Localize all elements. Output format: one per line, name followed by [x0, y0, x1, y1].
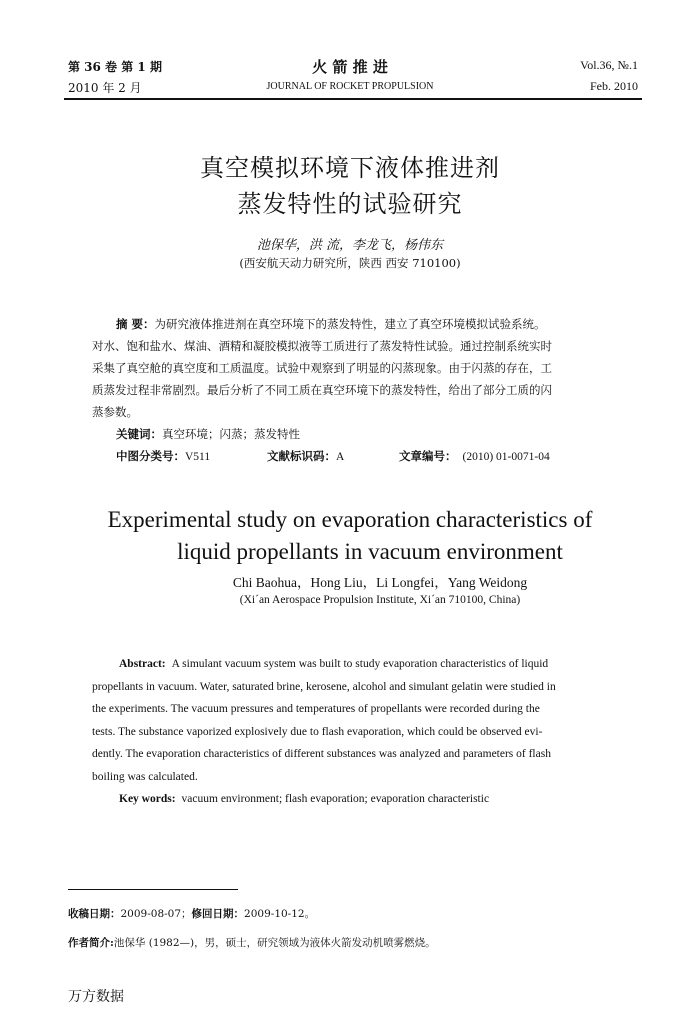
- footnote-author-bio: 作者简介:池保华 (1982—)，男，硕士，研究领域为液体火箭发动机喷雾燃烧。: [68, 937, 436, 949]
- en-title-line-1: Experimental study on evaporation characteristics of: [107, 507, 593, 532]
- cn-classification-row: [92, 445, 652, 467]
- cn-abstract-line: 对水、饱和盐水、煤油、酒精和凝胶模拟液等工质进行了蒸发特性试验。通过控制系统实时: [92, 339, 552, 353]
- en-abstract-line: boiling was calculated.: [92, 770, 198, 783]
- en-affiliation: (Xi´an Aerospace Propulsion Institute, Xi´an 710100, China): [239, 594, 521, 606]
- cn-abstract-line: 质蒸发过程非常剧烈。最后分析了不同工质在真空环境下的蒸发特性，给出了部分工质的闪: [92, 383, 552, 397]
- header-volume-en: Vol.36, №.1: [580, 58, 638, 72]
- cn-title-line-2: 蒸发特性的试验研究: [237, 190, 463, 218]
- cn-abstract: [92, 313, 652, 467]
- cn-authors: 池保华，洪 流，李龙飞，杨伟东: [256, 238, 444, 253]
- cn-keywords: 关键词：真空环境；闪蒸；蒸发特性: [116, 427, 300, 441]
- cn-abstract-label: 摘 要：: [116, 317, 155, 331]
- cn-abstract-line: 采集了真空舱的真空度和工质温度。试验中观察到了明显的闪蒸现象。由于闪蒸的存在，工: [92, 361, 552, 375]
- en-authors: Chi Baohua，Hong Liu，Li Longfei，Yang Weidong: [232, 575, 528, 590]
- cn-abstract-line: 摘 要：为研究液体推进剂在真空环境下的蒸发特性，建立了真空环境模拟试验系统。: [116, 317, 546, 331]
- cn-class-number: 中图分类号：V511: [116, 449, 211, 463]
- en-abstract-label: Abstract:: [119, 658, 166, 670]
- en-abstract: [92, 653, 649, 811]
- header-rule: [64, 98, 642, 100]
- header-volume-cn: 第 36 卷 第 1 期: [68, 60, 162, 74]
- cn-abstract-line: 蒸参数。: [92, 405, 138, 419]
- en-abstract-line: Abstract: A simulant vacuum system was built to study evaporation characteristics of liquid: [119, 658, 549, 670]
- en-abstract-line: dently. The evaporation characteristics of different substances was analyzed and parameters of flash: [92, 748, 551, 760]
- cn-doc-code: 文献标识码：A: [267, 449, 345, 463]
- footnote-rule: [68, 889, 238, 890]
- header-date-en: Feb. 2010: [590, 79, 638, 93]
- header-journal-cn: 火 箭 推 进: [312, 58, 388, 76]
- cn-article-number: 文章编号： (2010) 01-0071-04: [399, 449, 550, 463]
- en-title-line-2: liquid propellants in vacuum environment: [177, 539, 563, 564]
- en-abstract-line: tests. The substance vaporized explosively due to flash evaporation, which could be observed evi-: [92, 725, 543, 738]
- en-abstract-line: the experiments. The vacuum pressures and temperatures of propellants were recorded during the: [92, 703, 540, 715]
- footnote-dates: 收稿日期：2009-08-07；修回日期：2009-10-12。: [68, 908, 316, 920]
- cn-title-line-1: 真空模拟环境下液体推进剂: [200, 154, 500, 182]
- watermark: 万方数据: [68, 989, 124, 1005]
- cn-affiliation: (西安航天动力研究所，陕西 西安 710100): [239, 256, 461, 270]
- header-date-cn: 2010 年 2 月: [68, 81, 142, 95]
- en-abstract-line: propellants in vacuum. Water, saturated brine, kerosene, alcohol and simulant gelatin were studied in: [92, 680, 556, 693]
- en-keywords: Key words: vacuum environment; flash evaporation; evaporation characteristic: [119, 793, 490, 805]
- header-journal-en: JOURNAL OF ROCKET PROPULSION: [266, 81, 434, 92]
